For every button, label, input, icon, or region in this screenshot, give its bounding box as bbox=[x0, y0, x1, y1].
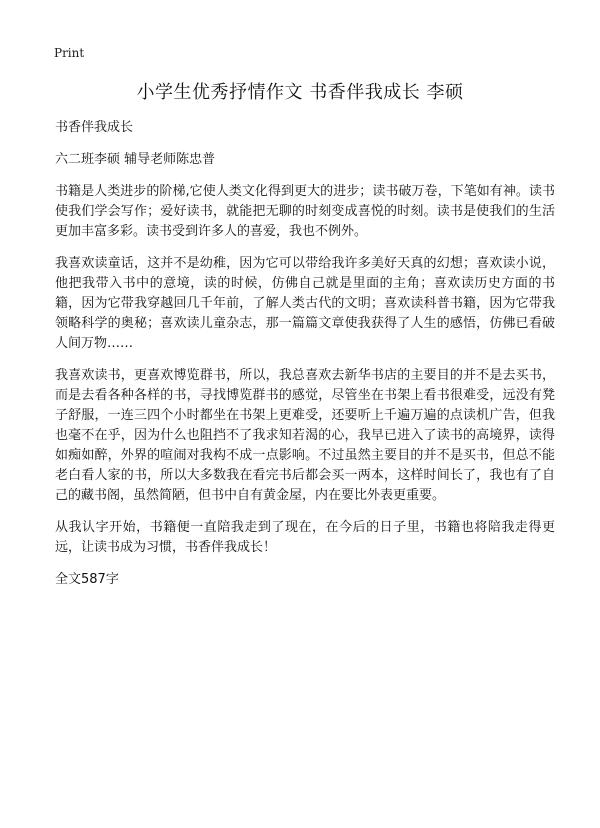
print-link[interactable]: Print bbox=[54, 46, 85, 60]
paragraph-1: 书籍是人类进步的阶梯,它使人类文化得到更大的进步；读书破万卷，下笔如有神。读书使我们学会写作；爱好读书，就能把无聊的时刻变成喜悦的时刻。读书是使我们的生活更加丰富多彩。读书受到许多人的喜爱，我也不例外。 bbox=[55, 184, 555, 239]
page-title: 小学生优秀抒情作文 书香伴我成长 李硕 bbox=[136, 82, 464, 103]
paragraph-2: 我喜欢读童话，这并不是幼稚，因为它可以带给我许多美好天真的幻想；喜欢读小说，他把我带入书中的意境，读的时候，仿佛自己就是里面的主角；喜欢读历史方面的书籍，因为它带我穿越回几千年前，了解人类古代的文明；喜欢读科普书籍，因为它带我领略科学的奥秘；喜欢读儿童杂志，那一篇篇文章使我获得了人生的感悟，仿佛已看破人间万物…… bbox=[55, 256, 555, 351]
author-line: 六二班李硕 辅导老师陈忠普 bbox=[55, 152, 216, 167]
article-subtitle: 书香伴我成长 bbox=[55, 120, 134, 135]
article-body bbox=[55, 118, 555, 602]
paragraph-4: 从我认字开始，书籍便一直陪我走到了现在，在今后的日子里，书籍也将陪我走得更远，让读书成为习惯，书香伴我成长！ bbox=[55, 520, 555, 555]
word-count: 全文587字 bbox=[55, 572, 119, 587]
paragraph-3: 我喜欢读书，更喜欢博览群书，所以，我总喜欢去新华书店的主要目的并不是去买书，而是去看各种各样的书，寻找博览群书的感觉，尽管坐在书架上看书很难受，远没有凳子舒服，一连三四个小时都坐在书架上更难受，还要听上千遍万遍的点读机广告，但我也毫不在乎，因为什么也阻挡不了我求知若渴的心，我早已进入了读书的高境界，读得如痴如醉，外界的喧闹对我构不成一点影响。不过虽然主要目的并不是买书，但总不能老白看人家的书，所以大多数我在看完书后都会买一两本，这样时间长了，我也有了自己的藏书阁，虽然简陋，但书中自有黄金屋，内在要比外表更重要。 bbox=[55, 368, 555, 503]
